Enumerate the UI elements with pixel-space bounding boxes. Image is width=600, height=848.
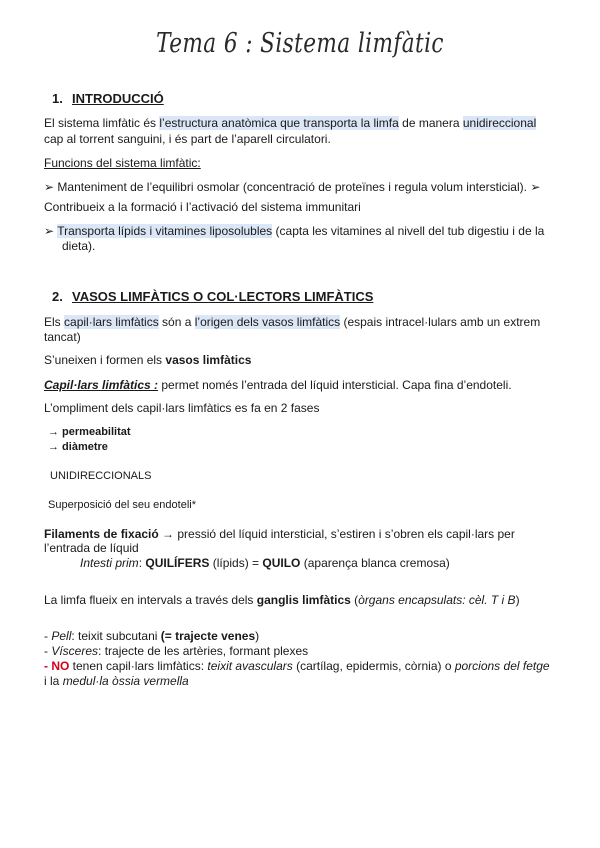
vessels-highlight-2: l’origen dels vasos limfàtics: [194, 315, 341, 329]
vessels-join: [44, 352, 251, 368]
no-capillaries-line: [44, 658, 550, 674]
intestine-line: [80, 555, 450, 571]
page-title: Tema 6 : Sistema limfàtic: [156, 28, 444, 59]
bullet-arrow-icon: ➢: [44, 224, 55, 238]
functions-label: Funcions del sistema limfàtic:: [44, 156, 201, 170]
section1-number: 1.: [52, 91, 63, 106]
function-text: (capta les vitamines al nivell del tub digestiu i de la: [272, 224, 545, 238]
endothelium-overlap: Superposició del seu endoteli*: [48, 499, 196, 511]
no-word: NO: [51, 659, 70, 673]
capillaries-line: [44, 377, 512, 393]
intro-highlight-1: l’estructura anatòmica que transporta la limfa: [159, 116, 399, 130]
viscera-text: : trajecte de les artèries, formant plexes: [98, 644, 309, 658]
capillaries-label: Capil·lars limfàtics :: [44, 378, 159, 392]
bullet-arrow-icon: ➢: [530, 180, 541, 194]
quilo-term: QUILO: [262, 556, 301, 570]
vessels-text: són a: [158, 315, 195, 329]
no-text: tenen capil·lars limfàtics:: [69, 659, 208, 673]
section1-title: INTRODUCCIÓ: [72, 91, 164, 106]
intro-text: El sistema limfàtic és: [44, 116, 160, 130]
dash: -: [44, 659, 52, 673]
section2-heading: [52, 289, 373, 304]
viscera-label: Vísceres: [51, 644, 99, 658]
function-item-1: [44, 179, 540, 195]
intestine-text: (aparença blanca cremosa): [300, 556, 450, 570]
skin-text: ): [255, 629, 260, 643]
fill-phases: L’ompliment dels capil·lars limfàtics es fa en 2 fases: [44, 401, 320, 415]
vessels-line-2: tancat): [44, 330, 81, 344]
function-item-2: Contribueix a la formació i l’activació del sistema immunitari: [44, 200, 361, 214]
no-italic: medul·la òssia vermella: [62, 674, 189, 688]
phase-diameter: → diàmetre: [48, 441, 108, 453]
function-item-3: [44, 223, 544, 239]
intro-line-1: [44, 115, 536, 131]
join-text: S’uneixen i formen els: [44, 353, 166, 367]
flow-text: La limfa flueix en intervals a través dels: [44, 593, 257, 607]
skin-line: [44, 628, 259, 644]
flow-bold: ganglis limfàtics: [256, 593, 351, 607]
filaments-cont: l’entrada de líquid: [44, 541, 139, 555]
no-text: (cartílag, epidermis, còrnia) o: [292, 659, 455, 673]
skin-label: Pell: [51, 629, 72, 643]
no-italic: teixit avasculars: [207, 659, 293, 673]
flow-text: (: [350, 593, 359, 607]
function-text: Manteniment de l’equilibri osmolar (concentració de proteïnes i regula volum intersticial).: [57, 180, 527, 194]
no-capillaries-cont: [44, 673, 189, 689]
join-bold: vasos limfàtics: [165, 353, 252, 367]
section2-title: VASOS LIMFÀTICS O COL·LECTORS LIMFÀTICS: [72, 289, 374, 304]
lymph-flow-line: [44, 592, 520, 608]
phase-permeability: → permeabilitat: [48, 426, 131, 438]
intro-highlight-2: unidireccional: [462, 116, 537, 130]
flow-italic: òrgans encapsulats: cèl. T i B: [358, 593, 516, 607]
flow-text: ): [515, 593, 520, 607]
vessels-highlight-1: capil·lars limfàtics: [64, 315, 159, 329]
filaments-label: Filaments de fixació: [44, 527, 159, 541]
vessels-text: (espais intracel·lulars amb un extrem: [340, 315, 541, 329]
intro-text: de manera: [398, 116, 463, 130]
intestine-label: Intesti prim: [80, 556, 139, 570]
skin-text: : teixit subcutani: [71, 629, 161, 643]
unidirectional-note: UNIDIRECCIONALS: [50, 470, 152, 482]
capillaries-text: permet només l’entrada del líquid intersticial. Capa fina d’endoteli.: [158, 378, 512, 392]
vessels-text: Els: [44, 315, 65, 329]
no-text: i la: [44, 674, 63, 688]
section1-heading: [52, 91, 164, 106]
section2-number: 2.: [52, 289, 63, 304]
dash: -: [44, 629, 52, 643]
filaments-text: → pressió del líquid intersticial, s’estiren i s’obren els capil·lars per: [158, 527, 515, 541]
dash: -: [44, 644, 52, 658]
bullet-arrow-icon: ➢: [44, 180, 55, 194]
quilifers-term: QUILÍFERS: [145, 556, 210, 570]
intestine-colon: :: [138, 556, 146, 570]
viscera-line: [44, 643, 308, 659]
skin-bold: (= trajecte venes: [160, 629, 256, 643]
function-highlight: Transporta lípids i vitamines liposolubles: [57, 224, 273, 238]
no-italic: porcions del fetge: [454, 659, 550, 673]
intestine-text: (lípids) =: [209, 556, 263, 570]
function-item-3-cont: dieta).: [62, 239, 96, 253]
vessels-line-1: [44, 314, 540, 330]
intro-line-2: cap al torrent sanguini, i és part de l’aparell circulatori.: [44, 132, 331, 146]
